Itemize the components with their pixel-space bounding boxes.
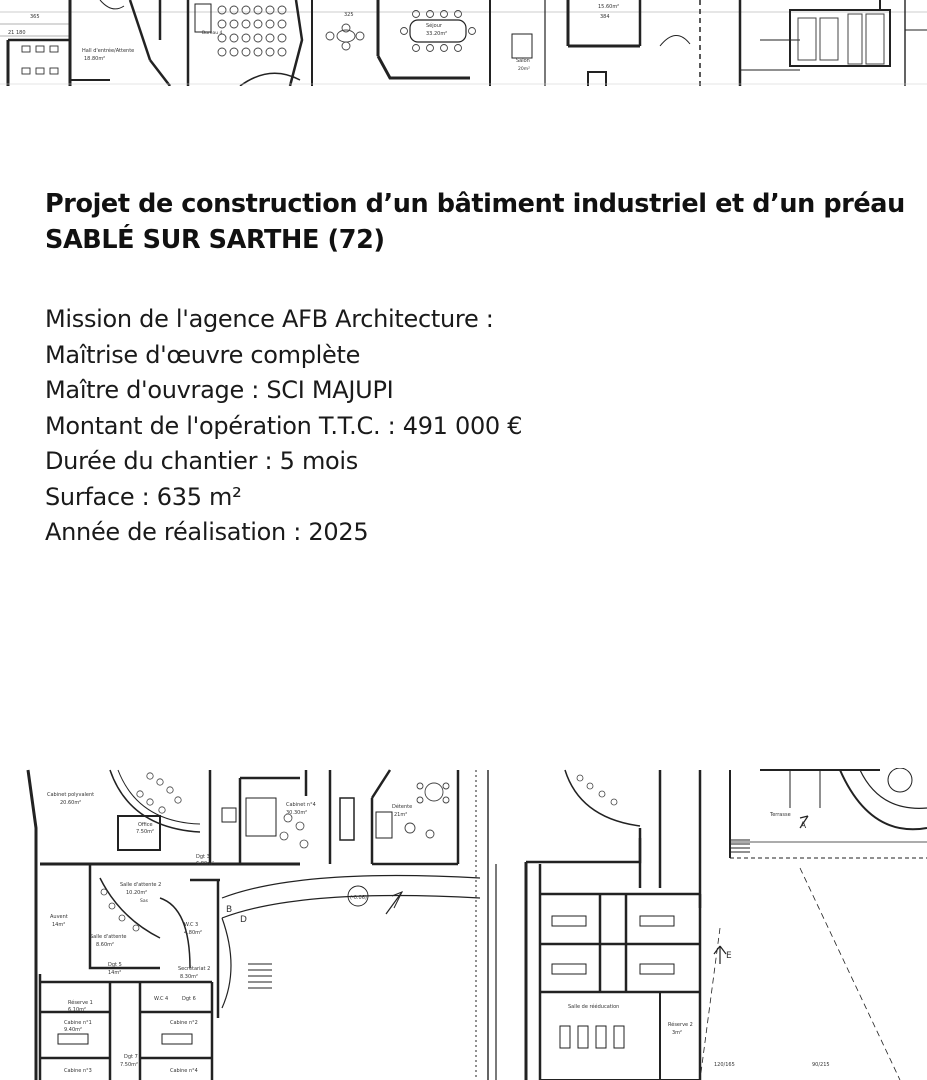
project-title-line1: Projet de construction d’un bâtiment industriel et d’un préau <box>45 189 905 219</box>
plan-label: Dgt 6 <box>182 996 196 1002</box>
project-title <box>45 186 915 258</box>
plan-label: 365 <box>30 14 40 20</box>
plan-label: 325 <box>344 12 354 18</box>
detail-cost: Montant de l'opération T.T.C. : 491 000 € <box>45 411 523 440</box>
section-marker-b: B <box>226 905 233 915</box>
floor-plan-bottom <box>0 768 927 1080</box>
plan-label: 8.30m² <box>180 974 199 980</box>
plan-label: 21m² <box>394 812 408 818</box>
plan-label: 33.20m² <box>426 31 448 37</box>
plan-label: Salle d'attente <box>90 934 127 940</box>
plan-label: 15.60m² <box>598 4 620 10</box>
plan-label: Cabine n°1 <box>64 1020 92 1026</box>
plan-label: (-0.06) <box>350 895 367 901</box>
plan-label: Cabinet n°4 <box>286 802 316 808</box>
section-marker-a: A <box>800 821 807 831</box>
plan-label: Terrasse <box>770 812 791 818</box>
plan-label: Dgt 7 <box>124 1054 138 1060</box>
plan-label: 20m² <box>518 67 530 72</box>
plan-label: Dgt 3 <box>196 854 210 860</box>
plan-label: Dgt 5 <box>108 962 122 968</box>
plan-label: Sas <box>140 899 148 904</box>
plan-label: 18.80m² <box>84 56 106 62</box>
plan-label: 20.60m² <box>60 800 82 806</box>
plan-label: 120/165 <box>714 1062 735 1068</box>
plan-label: Secrétariat 2 <box>178 966 211 972</box>
plan-label: W.C 4 <box>154 996 169 1002</box>
plan-label: W.C 3 <box>184 922 199 928</box>
plan-label: Cabine n°3 <box>64 1068 92 1074</box>
plan-label: Salle d'attente 2 <box>120 882 162 888</box>
project-location: SABLÉ SUR SARTHE (72) <box>45 225 385 255</box>
detail-mission-type: Maîtrise d'œuvre complète <box>45 340 361 369</box>
plan-label: Office <box>138 822 153 828</box>
floor-plan-top <box>0 0 927 86</box>
plan-label: Cabinet polyvalent <box>47 792 95 798</box>
plan-label: Cabine n°2 <box>170 1020 198 1026</box>
detail-surface: Surface : 635 m² <box>45 482 242 511</box>
plan-label: Détente <box>392 804 413 810</box>
plan-label: 10.20m² <box>126 890 148 896</box>
plan-label: Salon <box>516 58 530 64</box>
plan-label: 90/215 <box>812 1062 830 1068</box>
project-info <box>45 186 915 546</box>
plan-label: 6.80m² <box>196 861 215 867</box>
project-details-list <box>45 302 522 551</box>
detail-mission: Mission de l'agence AFB Architecture : <box>45 305 494 333</box>
plan-label: 14m² <box>108 970 122 976</box>
plan-label: Salle de rééducation <box>568 1004 620 1010</box>
plan-label: Auvent <box>50 914 68 920</box>
plan-label: Séjour <box>426 23 442 29</box>
plan-label: 7.50m² <box>120 1062 139 1068</box>
plan-label: Bureau 4 <box>202 31 223 36</box>
plan-label: 6.10m² <box>68 1007 87 1013</box>
plan-label: 30.30m² <box>286 810 308 816</box>
detail-year: Année de réalisation : 2025 <box>45 518 369 546</box>
detail-duration: Durée du chantier : 5 mois <box>45 447 358 475</box>
plan-label: Réserve 2 <box>668 1022 693 1028</box>
plan-label: Réserve 1 <box>68 1000 93 1006</box>
plan-label: 7.50m² <box>136 829 155 835</box>
plan-label: 384 <box>600 14 610 20</box>
plan-label: 14m² <box>52 922 66 928</box>
plan-label: 4.80m² <box>184 930 203 936</box>
plan-label: Hall d'entrée/Attente <box>82 48 135 54</box>
section-marker-d: D <box>240 915 247 925</box>
plan-label: Cabine n°4 <box>170 1068 198 1074</box>
plan-label: 9.40m² <box>64 1027 83 1033</box>
plan-label: 21 180 <box>8 30 26 36</box>
detail-client: Maître d'ouvrage : SCI MAJUPI <box>45 376 394 404</box>
plan-label: 8.60m² <box>96 942 115 948</box>
section-marker-e: E <box>726 951 732 961</box>
plan-label: 3m² <box>672 1030 683 1036</box>
